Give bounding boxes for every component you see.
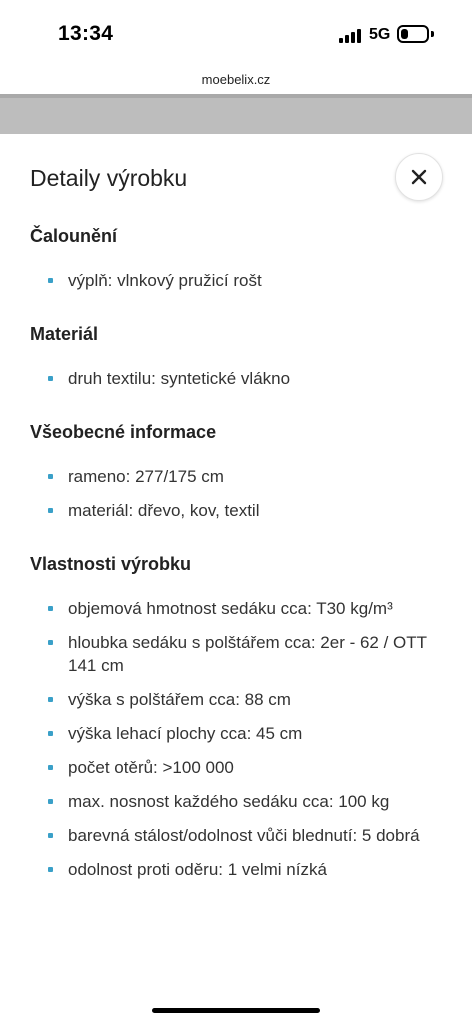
section-title: Materiál (30, 324, 99, 344)
close-icon (409, 167, 429, 187)
list-item (30, 631, 450, 677)
panel-title: Detaily výrobku (30, 165, 188, 191)
list-item-text: výplň: vlnkový pružicí rošt (68, 271, 262, 290)
bullet-icon (48, 606, 53, 611)
product-details-panel (0, 134, 472, 1024)
section (30, 422, 450, 522)
list-item (30, 269, 450, 292)
battery-icon (397, 25, 429, 43)
bullet-icon (48, 765, 53, 770)
list-item (30, 499, 450, 522)
list-item-text: výška s polštářem cca: 88 cm (68, 690, 291, 709)
bullet-icon (48, 833, 53, 838)
bullet-icon (48, 278, 53, 283)
network-type: 5G (369, 26, 391, 43)
page-backdrop (0, 94, 472, 134)
list-item-text: druh textilu: syntetické vlákno (68, 369, 291, 388)
section (30, 554, 450, 881)
list-item-text: výška lehací plochy cca: 45 cm (68, 724, 303, 743)
close-button[interactable] (395, 153, 443, 201)
list-item-text: počet otěrů: >100 000 (68, 758, 234, 777)
bullet-icon (48, 508, 53, 513)
list-item (30, 465, 450, 488)
url-text: moebelix.cz (201, 72, 271, 87)
list-item (30, 790, 450, 813)
bullet-icon (48, 376, 53, 381)
bullet-icon (48, 799, 53, 804)
signal-icon (339, 29, 363, 43)
section (30, 324, 450, 390)
bullet-icon (48, 867, 53, 872)
list-item (30, 756, 450, 779)
property-list (30, 367, 450, 390)
status-bar (0, 0, 472, 66)
list-item-text: rameno: 277/175 cm (68, 467, 224, 486)
bullet-icon (48, 731, 53, 736)
list-item (30, 722, 450, 745)
list-item (30, 367, 450, 390)
list-item (30, 688, 450, 711)
home-indicator (152, 1008, 320, 1013)
bullet-icon (48, 697, 53, 702)
section-title: Vlastnosti výrobku (30, 554, 192, 574)
property-list (30, 269, 450, 292)
list-item-text: objemová hmotnost sedáku cca: T30 kg/m³ (68, 599, 393, 618)
bullet-icon (48, 474, 53, 479)
section-title: Všeobecné informace (30, 422, 217, 442)
address-bar[interactable] (0, 66, 472, 94)
list-item (30, 824, 450, 847)
list-item-text: materiál: dřevo, kov, textil (68, 501, 260, 520)
property-list (30, 597, 450, 881)
list-item-text: hloubka sedáku s polštářem cca: 2er - 62 / OTT 141 cm (68, 633, 427, 675)
section (30, 226, 450, 292)
bullet-icon (48, 640, 53, 645)
status-time: 13:34 (58, 22, 114, 45)
property-list (30, 465, 450, 522)
list-item (30, 858, 450, 881)
battery-cap (431, 31, 434, 37)
section-title: Čalounění (30, 226, 118, 246)
list-item-text: max. nosnost každého sedáku cca: 100 kg (68, 792, 390, 811)
details-content (30, 226, 450, 913)
list-item (30, 597, 450, 620)
list-item-text: odolnost proti oděru: 1 velmi nízká (68, 860, 327, 879)
list-item-text: barevná stálost/odolnost vůči blednutí: 5 dobrá (68, 826, 420, 845)
